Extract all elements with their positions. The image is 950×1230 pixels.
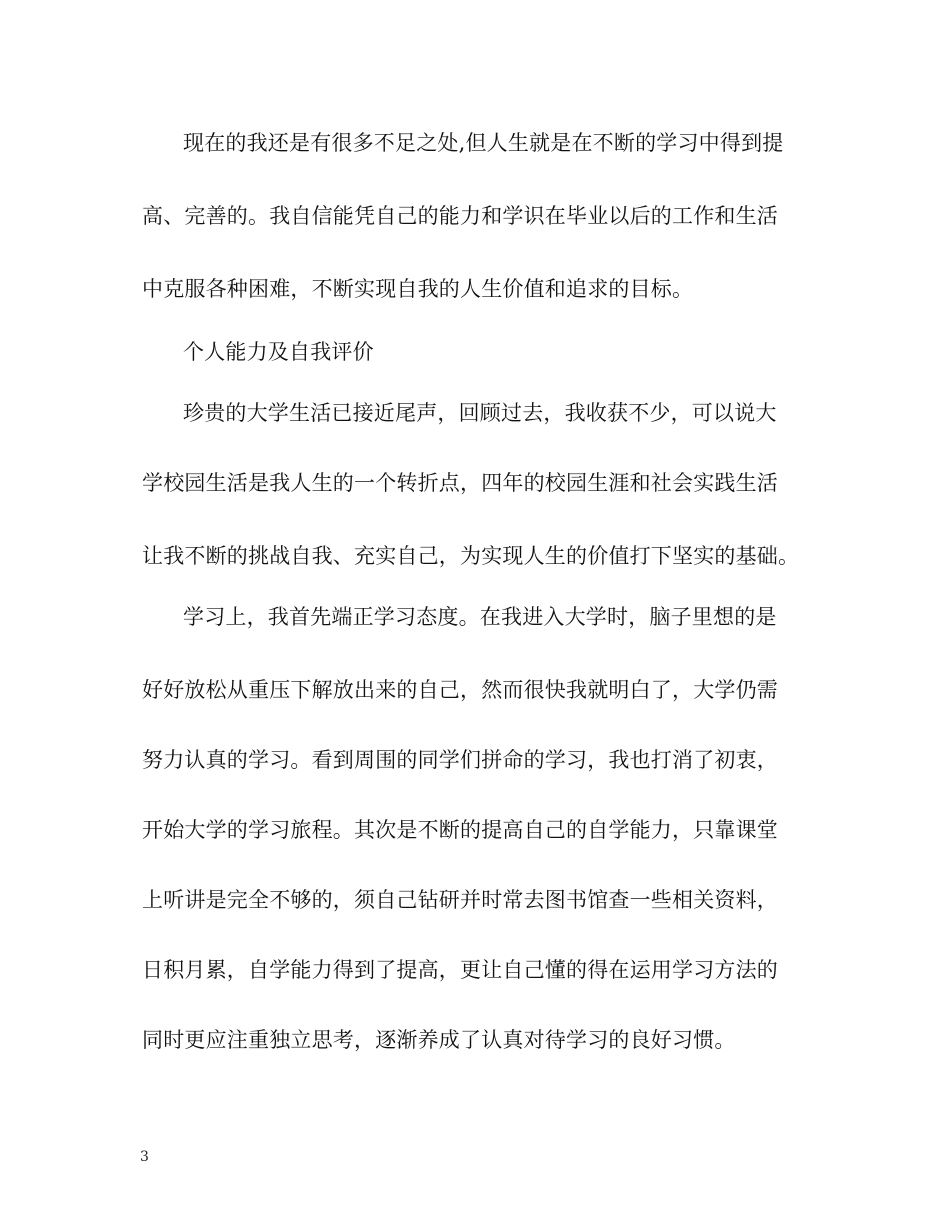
paragraph-line: 让我不断的挑战自我、充实自己，为实现人生的价值打下坚实的基础。 [142, 544, 800, 568]
paragraph-line: 日积月累，自学能力得到了提高，更让自己懂的得在运用学习方法的 [142, 958, 778, 982]
paragraph-line: 中克服各种困难，不断实现自我的人生价值和追求的目标。 [142, 277, 694, 301]
paragraph-line: 同时更应注重独立思考，逐渐养成了认真对待学习的良好习惯。 [142, 1028, 736, 1052]
paragraph-line: 现在的我还是有很多不足之处,但人生就是在不断的学习中得到提 [183, 131, 784, 155]
paragraph-line: 好好放松从重压下解放出来的自己，然而很快我就明白了，大学仍需 [142, 678, 778, 702]
paragraph-line: 上听讲是完全不够的，须自己钻研并时常去图书馆查一些相关资料， [142, 888, 778, 912]
paragraph-line: 学习上，我首先端正学习态度。在我进入大学时，脑子里想的是 [183, 605, 777, 629]
paragraph-line: 珍贵的大学生活已接近尾声，回顾过去，我收获不少，可以说大 [183, 401, 777, 425]
section-heading: 个人能力及自我评价 [183, 340, 374, 364]
paragraph-line: 学校园生活是我人生的一个转折点，四年的校园生涯和社会实践生活 [142, 471, 778, 495]
paragraph-line: 高、完善的。我自信能凭自己的能力和学识在毕业以后的工作和生活 [142, 204, 778, 228]
paragraph-line: 开始大学的学习旅程。其次是不断的提高自己的自学能力，只靠课堂 [142, 818, 778, 842]
paragraph-line: 努力认真的学习。看到周围的同学们拼命的学习，我也打消了初衷， [142, 748, 778, 772]
page-number: 3 [140, 1149, 149, 1165]
